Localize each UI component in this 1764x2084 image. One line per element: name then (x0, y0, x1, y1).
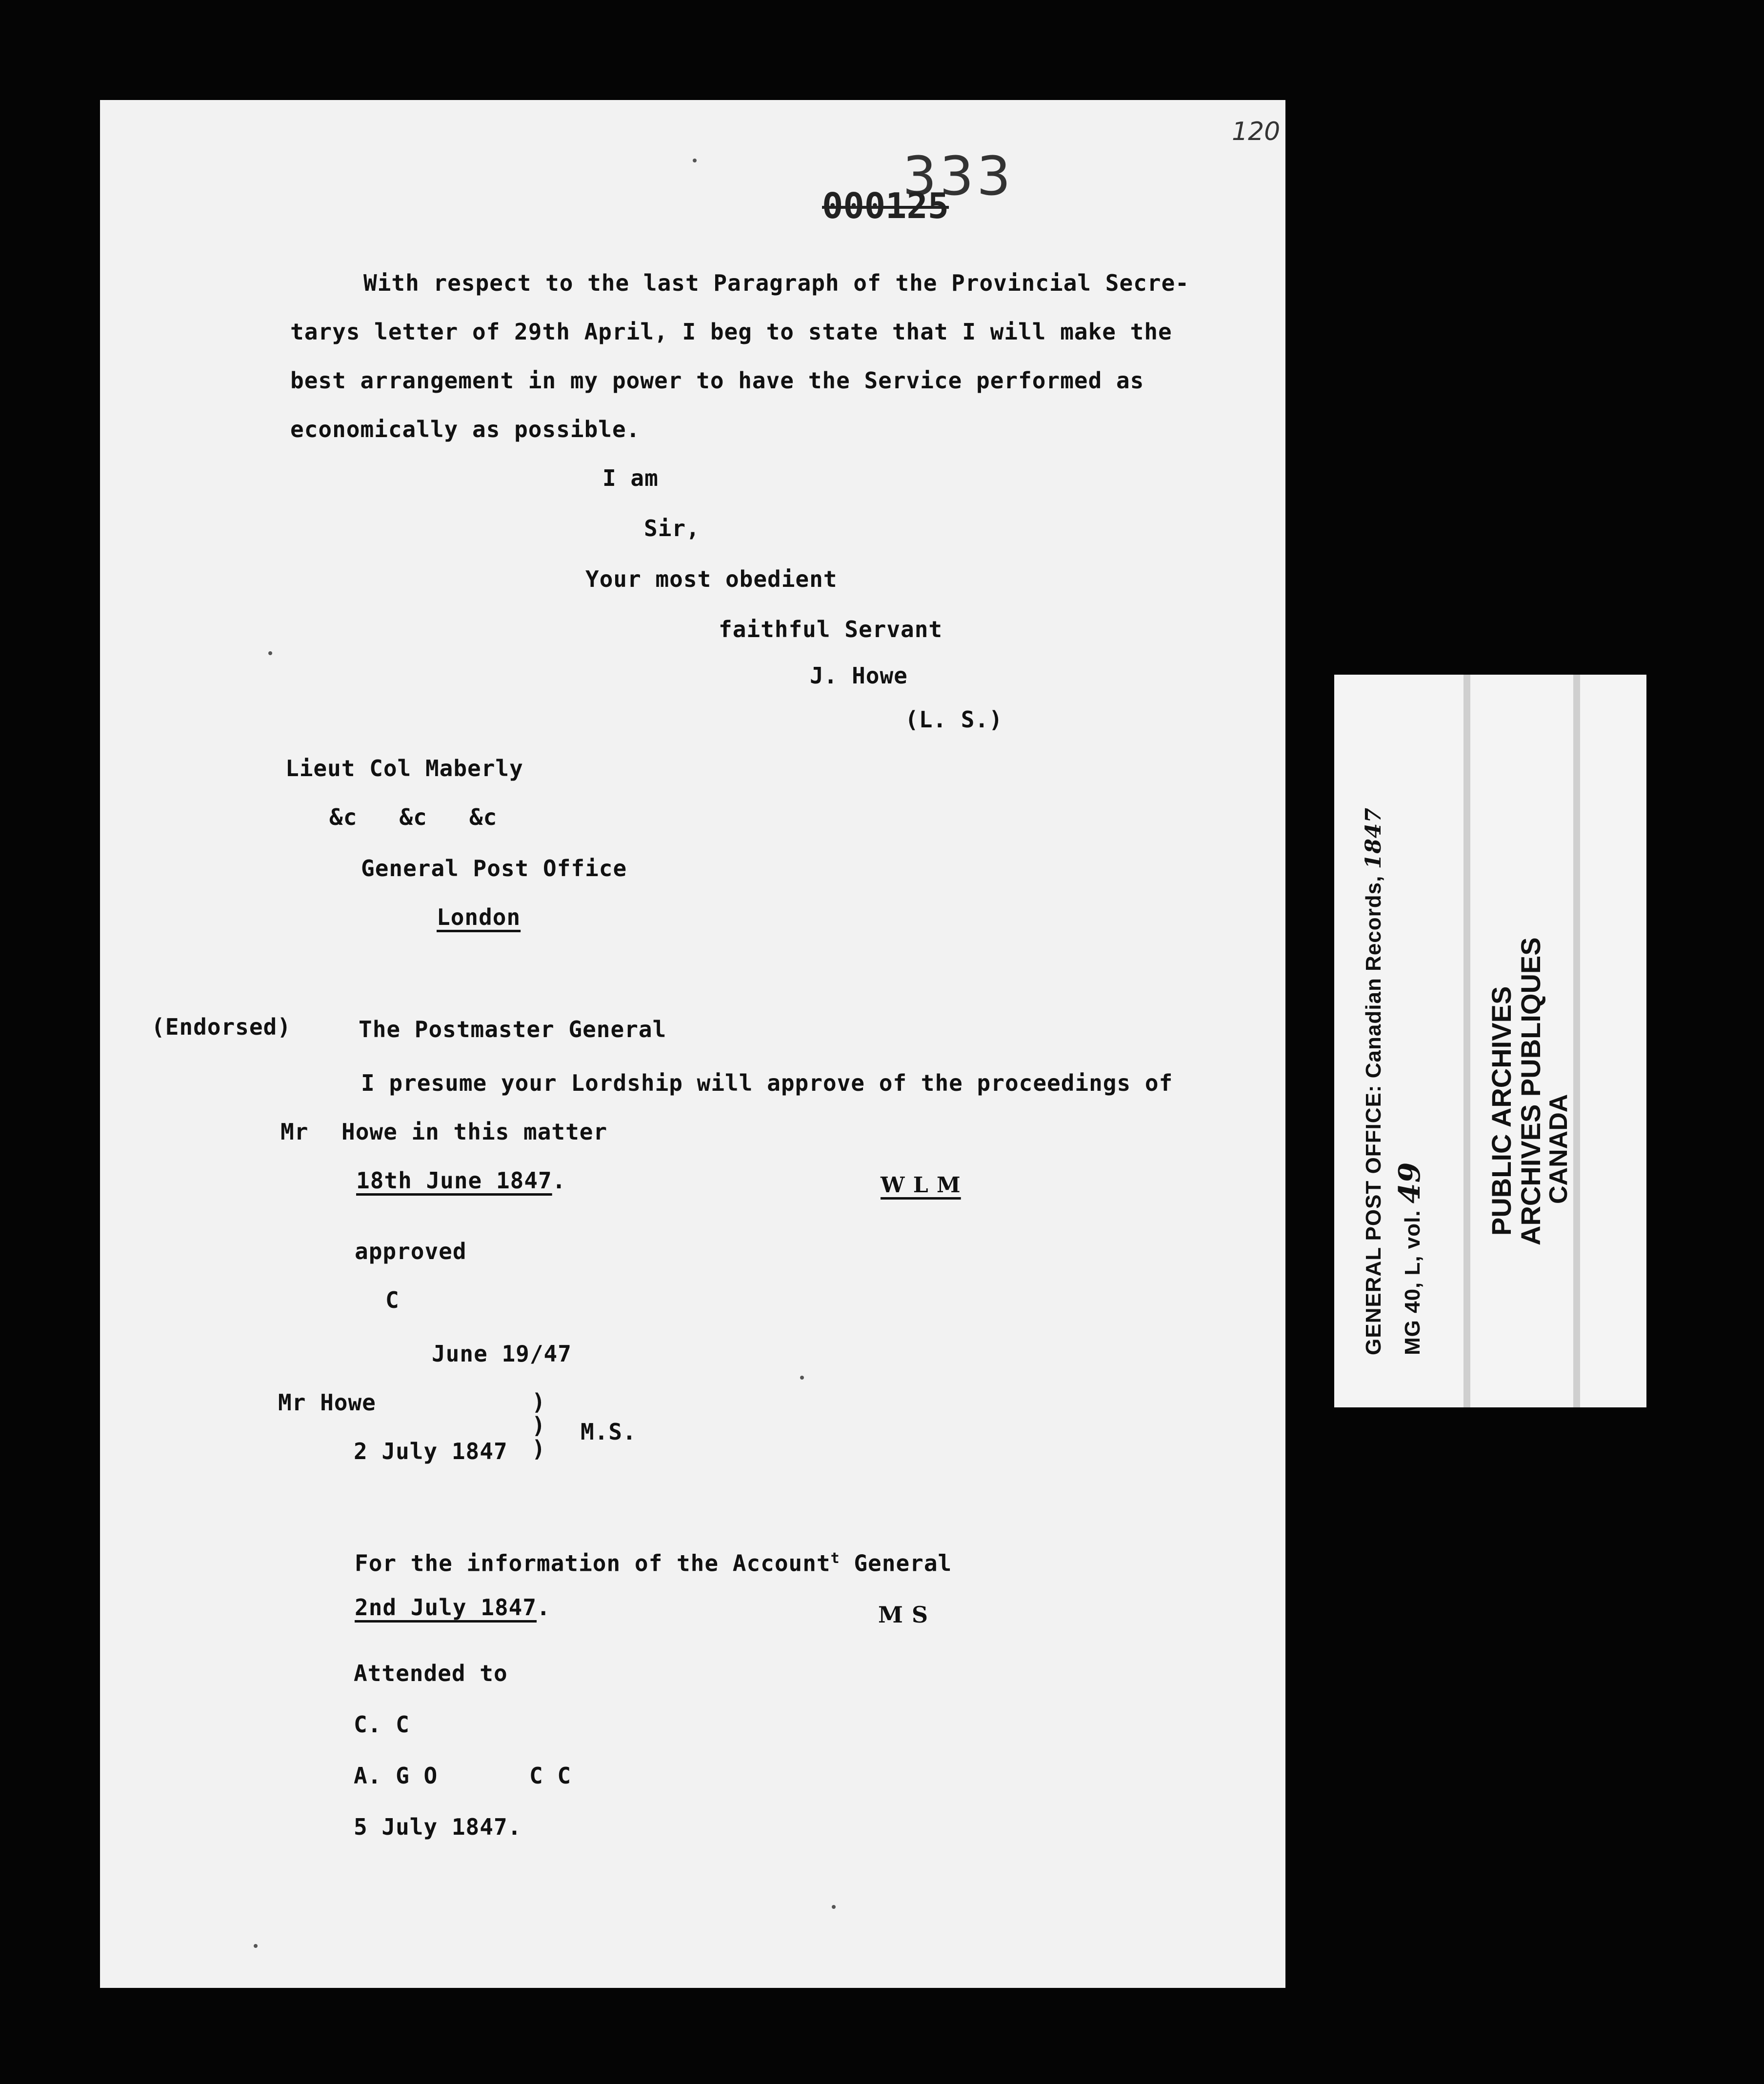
seal-mark: (L. S.) (905, 706, 1003, 733)
info-date (355, 1593, 551, 1622)
attended-ago: A. G O (354, 1763, 438, 1789)
ref-name: Mr Howe (278, 1389, 376, 1416)
label-record-text: GENERAL POST OFFICE: Canadian Records, (1362, 875, 1385, 1355)
approved-initial: C (385, 1287, 400, 1313)
attended-date: 5 July 1847. (354, 1814, 522, 1840)
dust-speck (832, 1905, 836, 1909)
info-line (355, 1544, 952, 1578)
approved-label: approved (355, 1238, 467, 1264)
addressee-city: London (437, 904, 521, 930)
label-record-year: 1847 (1361, 807, 1386, 869)
paragraph-line-2: tarys letter of 29th April, I beg to state that I will make the (290, 319, 1172, 345)
closing-i-am: I am (602, 465, 659, 491)
info-line-end: General (840, 1550, 952, 1577)
closing-sir: Sir, (644, 515, 700, 541)
endorsement-date-1-text: 18th June 1847 (356, 1167, 552, 1194)
endorsement-mr: Mr (281, 1119, 309, 1145)
addressee-office: General Post Office (361, 855, 627, 882)
label-band (1573, 675, 1580, 1407)
attended-cc-2: C C (529, 1763, 572, 1789)
initials-ms: M S (878, 1602, 929, 1628)
paragraph-line-4: economically as possible. (290, 416, 641, 442)
label-volume-text: MG 40, L, vol. (1401, 1210, 1424, 1355)
stamp-canada: CANADA (1544, 1094, 1573, 1204)
ref-date: 2 July 1847 (354, 1438, 508, 1464)
archive-label (1334, 675, 1646, 1407)
info-date-period: . (537, 1594, 551, 1621)
corner-number: 120 (1232, 117, 1281, 146)
attended-label: Attended to (354, 1660, 508, 1686)
attended-cc: C. C (354, 1711, 410, 1738)
info-line-superscript: t (830, 1550, 840, 1567)
initials-wlm: W L M (881, 1173, 961, 1198)
stamp-archives-publiques: ARCHIVES PUBLIQUES (1515, 937, 1546, 1245)
info-line-text: For the information of the Account (355, 1550, 831, 1577)
endorsement-to: The Postmaster General (359, 1016, 667, 1042)
label-record-line (1361, 807, 1386, 1355)
label-volume-number: 49 (1393, 1162, 1427, 1204)
closing-servant: faithful Servant (719, 616, 943, 642)
endorsement-line-1: I presume your Lordship will approve of the proceedings of (361, 1070, 1173, 1096)
crossed-out-number: 000125 (822, 185, 949, 226)
label-band (1463, 675, 1470, 1407)
signature: J. Howe (810, 662, 908, 689)
approved-date: June 19/47 (432, 1341, 572, 1367)
dust-speck (800, 1376, 804, 1380)
addressee-name: Lieut Col Maberly (285, 755, 523, 782)
paragraph-line-1: With respect to the last Paragraph of the Provincial Secre- (363, 270, 1189, 296)
paragraph-line-3: best arrangement in my power to have the Service performed as (290, 367, 1144, 394)
endorsement-date-1-period: . (552, 1167, 566, 1194)
stamp-public-archives: PUBLIC ARCHIVES (1486, 986, 1517, 1236)
info-date-text: 2nd July 1847 (355, 1594, 537, 1621)
archive-number: 333 (902, 145, 1014, 207)
dust-speck (268, 651, 272, 655)
dust-speck (254, 1944, 258, 1948)
endorsement-date-1 (356, 1166, 566, 1195)
endorsement-line-2: Howe in this matter (341, 1119, 608, 1145)
label-volume-line (1393, 1162, 1427, 1355)
closing-obedient: Your most obedient (585, 566, 838, 592)
endorsed-label: (Endorsed) (151, 1014, 291, 1040)
document-page (100, 100, 1285, 1988)
ref-initials: M.S. (581, 1419, 637, 1445)
ref-brackets: ) ) ) (532, 1389, 546, 1462)
dust-speck (693, 159, 697, 162)
addressee-etc: &c &c &c (329, 804, 498, 830)
